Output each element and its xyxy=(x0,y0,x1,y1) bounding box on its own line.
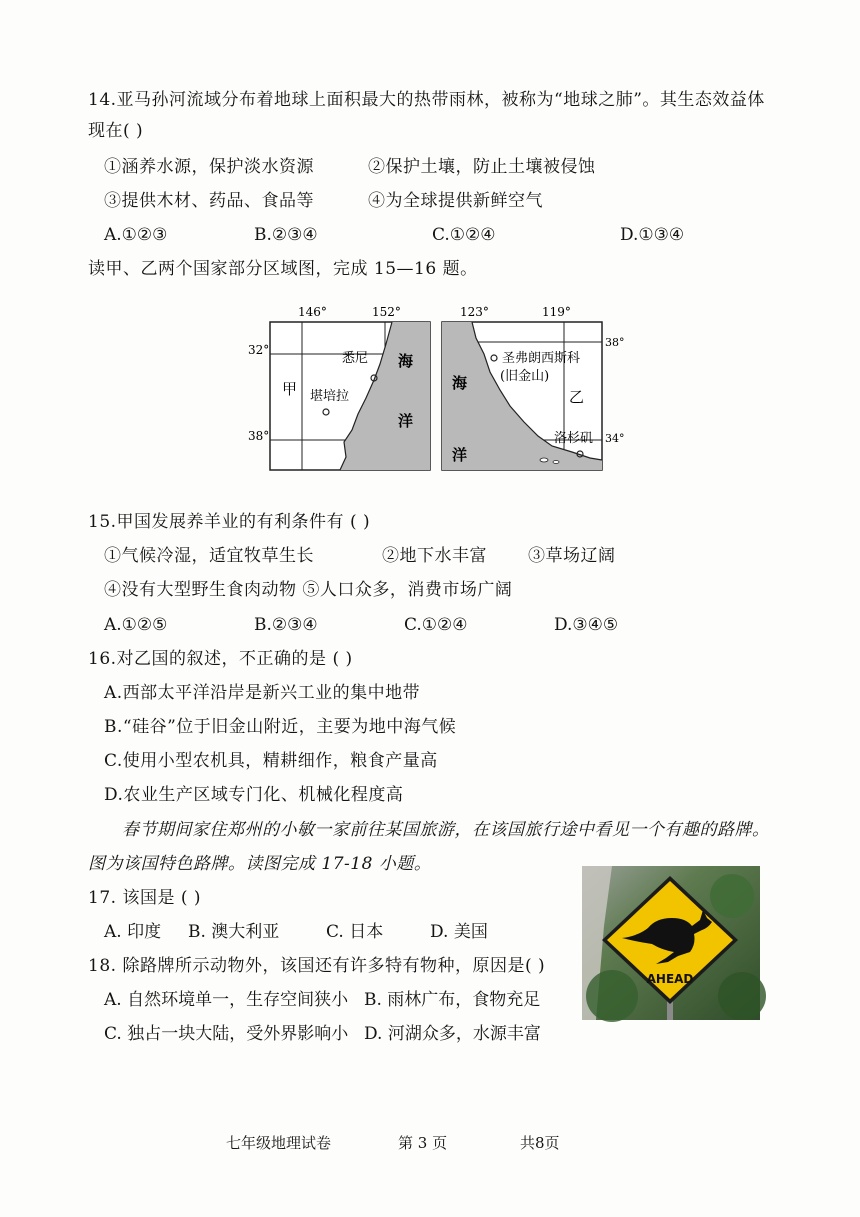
q15-item-2: ②地下水丰富 xyxy=(382,546,487,566)
foliage-2 xyxy=(586,970,638,1022)
sea-label-right-2: 洋 xyxy=(452,446,468,464)
intro-17-18-line2: 图为该国特色路牌。读图完成 17-18 小题。 xyxy=(88,854,432,874)
intro-15-16: 读甲、乙两个国家部分区域图，完成 15—16 题。 xyxy=(88,259,478,279)
city-sydney-label: 悉尼 xyxy=(342,351,369,366)
sea-label-left-2: 洋 xyxy=(398,412,414,430)
q18-stem: 18. 除路牌所示动物外，该国还有许多特有物种，原因是( ) xyxy=(88,956,546,976)
country-maps xyxy=(248,302,625,480)
country-jia-label: 甲 xyxy=(282,380,298,398)
q15-item-1: ①气候冷湿，适宜牧草生长 xyxy=(104,546,314,566)
lat-label-38-right: 38° xyxy=(605,336,625,349)
footer-total: 共8页 xyxy=(520,1134,560,1152)
sign-ahead-text: AHEAD xyxy=(646,972,694,986)
city-san-francisco-alias: (旧金山) xyxy=(500,369,550,384)
q16-option-a: A.西部太平洋沿岸是新兴工业的集中地带 xyxy=(104,683,421,703)
map-right xyxy=(442,305,625,470)
q17-option-b: B. 澳大利亚 xyxy=(188,922,280,942)
intro-17-18-line1: 春节期间家住郑州的小敏一家前往某国旅游，在该国旅行途中看见一个有趣的路牌。 xyxy=(122,820,770,840)
q14-item-2: ②保护土壤，防止土壤被侵蚀 xyxy=(368,157,596,177)
q16-option-d: D.农业生产区域专门化、机械化程度高 xyxy=(104,785,404,805)
city-los-angeles-label: 洛杉矶 xyxy=(554,431,594,446)
q18-option-c: C. 独占一块大陆，受外界影响小 xyxy=(104,1024,349,1044)
island-2 xyxy=(553,461,559,464)
island-1 xyxy=(540,458,548,462)
lon-label-146: 146° xyxy=(298,305,327,319)
q16-option-c: C.使用小型农机具，精耕细作，粮食产量高 xyxy=(104,751,438,771)
q14-option-b: B.②③④ xyxy=(254,225,318,245)
q14-option-c: C.①②④ xyxy=(432,225,496,245)
q14-item-4: ④为全球提供新鲜空气 xyxy=(368,191,543,211)
country-yi-label: 乙 xyxy=(569,388,585,406)
q18-option-d: D. 河湖众多，水源丰富 xyxy=(364,1024,541,1044)
q15-item-3: ③草场辽阔 xyxy=(528,546,616,566)
kangaroo-sign-photo xyxy=(582,866,760,1020)
q14-item-3: ③提供木材、药品、食品等 xyxy=(104,191,314,211)
q14-stem-line1: 14.亚马孙河流域分布着地球上面积最大的热带雨林，被称为“地球之肺”。其生态效益体 xyxy=(88,90,765,110)
city-canberra-label: 堪培拉 xyxy=(310,389,350,404)
q17-option-c: C. 日本 xyxy=(326,922,384,942)
footer-subject: 七年级地理试卷 xyxy=(226,1134,332,1152)
q17-option-d: D. 美国 xyxy=(430,922,488,942)
q14-item-1: ①涵养水源，保护淡水资源 xyxy=(104,157,314,177)
lat-label-38: 38° xyxy=(248,429,270,443)
q16-option-b: B.“硅谷”位于旧金山附近，主要为地中海气候 xyxy=(104,717,457,737)
foliage-3 xyxy=(718,972,766,1020)
q15-items-line2: ④没有大型野生食肉动物 ⑤人口众多，消费市场广阔 xyxy=(104,580,513,600)
sea-label-right-1: 海 xyxy=(452,374,468,392)
q17-option-a: A. 印度 xyxy=(104,922,162,942)
q15-stem: 15.甲国发展养羊业的有利条件有 ( ) xyxy=(88,512,371,532)
lon-label-119: 119° xyxy=(542,305,571,319)
map-left xyxy=(248,305,430,470)
lat-label-32: 32° xyxy=(248,343,270,357)
city-san-francisco-label: 圣弗朗西斯科 xyxy=(502,351,581,366)
q14-stem-line2: 现在( ) xyxy=(88,121,144,141)
kangaroo-sign-illustration xyxy=(582,866,760,1020)
q18-option-b: B. 雨林广布，食物充足 xyxy=(364,990,541,1010)
footer-page: 第 3 页 xyxy=(398,1134,448,1152)
q14-option-d: D.①③④ xyxy=(620,225,685,245)
q17-stem: 17. 该国是 ( ) xyxy=(88,888,202,908)
lat-label-34-right: 34° xyxy=(605,432,625,445)
q15-option-b: B.②③④ xyxy=(254,615,318,635)
foliage-1 xyxy=(710,874,754,918)
q15-option-d: D.③④⑤ xyxy=(554,615,619,635)
q18-option-a: A. 自然环境单一，生存空间狭小 xyxy=(104,990,349,1010)
lon-label-152: 152° xyxy=(372,305,401,319)
q16-stem: 16.对乙国的叙述，不正确的是 ( ) xyxy=(88,649,353,669)
q14-option-a: A.①②③ xyxy=(104,225,168,245)
q15-option-a: A.①②⑤ xyxy=(104,615,168,635)
lon-label-123: 123° xyxy=(460,305,489,319)
sea-label-left-1: 海 xyxy=(398,352,414,370)
q15-option-c: C.①②④ xyxy=(404,615,468,635)
